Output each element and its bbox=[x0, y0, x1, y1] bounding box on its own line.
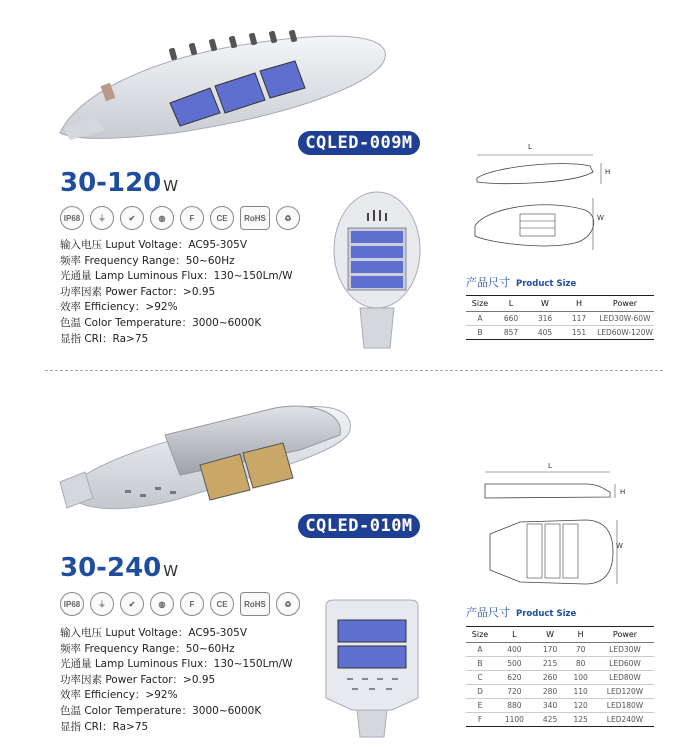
cell: LED180W bbox=[596, 699, 654, 713]
lamp-front-photo bbox=[322, 598, 422, 738]
cell: 280 bbox=[535, 685, 566, 699]
f-mark-icon: F bbox=[180, 592, 204, 616]
cell: LED60W-120W bbox=[596, 326, 654, 340]
table-row bbox=[466, 312, 654, 326]
section-divider bbox=[45, 370, 665, 371]
dim-w-label: W bbox=[616, 542, 623, 550]
size-title-en: Product Size bbox=[516, 279, 577, 289]
cell: B bbox=[466, 326, 494, 340]
cell: 880 bbox=[494, 699, 535, 713]
cell: D bbox=[466, 685, 494, 699]
cell: F bbox=[466, 713, 494, 727]
col-l: L bbox=[494, 627, 535, 643]
spec-power-factor: 功率因素 Power Factor：>0.95 bbox=[60, 285, 216, 298]
cell: 857 bbox=[494, 326, 528, 340]
wattage-unit: W bbox=[163, 562, 179, 580]
rohs-icon: RoHS bbox=[240, 592, 270, 616]
recycle-icon: ♻ bbox=[276, 592, 300, 616]
cell: 125 bbox=[565, 713, 596, 727]
cell: 660 bbox=[494, 312, 528, 326]
spec-frequency: 频率 Frequency Range：50~60Hz bbox=[60, 642, 235, 655]
spec-frequency: 频率 Frequency Range：50~60Hz bbox=[60, 254, 235, 267]
cell: 425 bbox=[535, 713, 566, 727]
wattage-label bbox=[60, 553, 178, 583]
spec-luminous-flux: 光通量 Lamp Luminous Flux：130~150Lm/W bbox=[60, 658, 293, 671]
cell: 405 bbox=[528, 326, 562, 340]
cell: 720 bbox=[494, 685, 535, 699]
ce-icon: CE bbox=[210, 592, 234, 616]
cell: 260 bbox=[535, 671, 566, 685]
dim-l-label: L bbox=[548, 462, 552, 470]
dimension-drawing bbox=[465, 138, 625, 263]
cell: 170 bbox=[535, 643, 566, 657]
cell: 100 bbox=[565, 671, 596, 685]
table-row bbox=[466, 657, 654, 671]
recycle-icon: ♻ bbox=[276, 206, 300, 230]
spec-cri: 显指 CRI：Ra>75 bbox=[60, 332, 149, 345]
cell: LED30W-60W bbox=[596, 312, 654, 326]
product-size-title bbox=[466, 274, 576, 290]
cell: A bbox=[466, 312, 494, 326]
spec-color-temp: 色温 Color Temperature：3000~6000K bbox=[60, 316, 262, 329]
cell: LED60W bbox=[596, 657, 654, 671]
ip68-icon: IP68 bbox=[60, 592, 84, 616]
cell: 215 bbox=[535, 657, 566, 671]
cell: E bbox=[466, 699, 494, 713]
cell: 120 bbox=[565, 699, 596, 713]
cell: 400 bbox=[494, 643, 535, 657]
model-badge: CQLED-010M bbox=[298, 514, 420, 538]
wattage-value: 30-120 bbox=[60, 168, 162, 198]
table-row bbox=[466, 685, 654, 699]
col-power: Power bbox=[596, 296, 654, 312]
table-row bbox=[466, 713, 654, 727]
lamp-front-photo bbox=[330, 190, 425, 350]
check-icon: ✔ bbox=[120, 206, 144, 230]
f-mark-icon: F bbox=[180, 206, 204, 230]
cell: 316 bbox=[528, 312, 562, 326]
spec-voltage: 输入电压 Luput Voltage：AC95-305V bbox=[60, 627, 248, 639]
cell: LED240W bbox=[596, 713, 654, 727]
dim-h-label: H bbox=[620, 488, 626, 496]
cell: LED30W bbox=[596, 643, 654, 657]
spec-power-factor: 功率因素 Power Factor：>0.95 bbox=[60, 673, 216, 686]
mesh-icon: ◍ bbox=[150, 206, 174, 230]
cell: 340 bbox=[535, 699, 566, 713]
certification-icons bbox=[60, 206, 300, 230]
col-size: Size bbox=[466, 627, 494, 643]
spec-luminous-flux: 光通量 Lamp Luminous Flux：130~150Lm/W bbox=[60, 270, 293, 283]
cell: LED80W bbox=[596, 671, 654, 685]
certification-icons bbox=[60, 592, 300, 616]
spec-efficiency: 效率 Efficiency：>92% bbox=[60, 689, 178, 702]
table-row bbox=[466, 699, 654, 713]
dim-h-label: H bbox=[605, 168, 611, 176]
cell: C bbox=[466, 671, 494, 685]
cell: 620 bbox=[494, 671, 535, 685]
col-size: Size bbox=[466, 296, 494, 312]
mesh-icon: ◍ bbox=[150, 592, 174, 616]
dimension-drawing bbox=[465, 462, 635, 592]
product-size-title bbox=[466, 604, 576, 620]
col-h: H bbox=[562, 296, 596, 312]
cell: LED120W bbox=[596, 685, 654, 699]
size-title-cn: 产品尺寸 bbox=[466, 276, 510, 289]
ground-icon: ⏚ bbox=[90, 206, 114, 230]
lamp-side-photo bbox=[55, 18, 395, 143]
size-table bbox=[466, 626, 654, 727]
cell: 110 bbox=[565, 685, 596, 699]
ip68-icon: IP68 bbox=[60, 206, 84, 230]
cell: B bbox=[466, 657, 494, 671]
cell: 80 bbox=[565, 657, 596, 671]
cell: 500 bbox=[494, 657, 535, 671]
spec-list bbox=[60, 238, 293, 347]
size-title-cn: 产品尺寸 bbox=[466, 606, 510, 619]
col-w: W bbox=[535, 627, 566, 643]
table-row bbox=[466, 671, 654, 685]
spec-efficiency: 效率 Efficiency：>92% bbox=[60, 301, 178, 314]
lamp-side-photo bbox=[55, 390, 365, 520]
spec-voltage: 输入电压 Luput Voltage：AC95-305V bbox=[60, 239, 248, 251]
col-h: H bbox=[565, 627, 596, 643]
ground-icon: ⏚ bbox=[90, 592, 114, 616]
spec-list bbox=[60, 626, 293, 735]
model-badge: CQLED-009M bbox=[298, 131, 420, 155]
size-title-en: Product Size bbox=[516, 609, 577, 619]
table-row bbox=[466, 326, 654, 340]
spec-color-temp: 色温 Color Temperature：3000~6000K bbox=[60, 704, 262, 717]
wattage-label bbox=[60, 168, 178, 198]
size-table bbox=[466, 295, 654, 340]
wattage-value: 30-240 bbox=[60, 553, 162, 583]
col-w: W bbox=[528, 296, 562, 312]
spec-cri: 显指 CRI：Ra>75 bbox=[60, 720, 149, 733]
rohs-icon: RoHS bbox=[240, 206, 270, 230]
cell: A bbox=[466, 643, 494, 657]
table-row bbox=[466, 643, 654, 657]
col-l: L bbox=[494, 296, 528, 312]
cell: 117 bbox=[562, 312, 596, 326]
col-power: Power bbox=[596, 627, 654, 643]
dim-l-label: L bbox=[528, 143, 532, 151]
wattage-unit: W bbox=[163, 177, 179, 195]
cell: 151 bbox=[562, 326, 596, 340]
check-icon: ✔ bbox=[120, 592, 144, 616]
dim-w-label: W bbox=[597, 214, 604, 222]
cell: 70 bbox=[565, 643, 596, 657]
cell: 1100 bbox=[494, 713, 535, 727]
ce-icon: CE bbox=[210, 206, 234, 230]
